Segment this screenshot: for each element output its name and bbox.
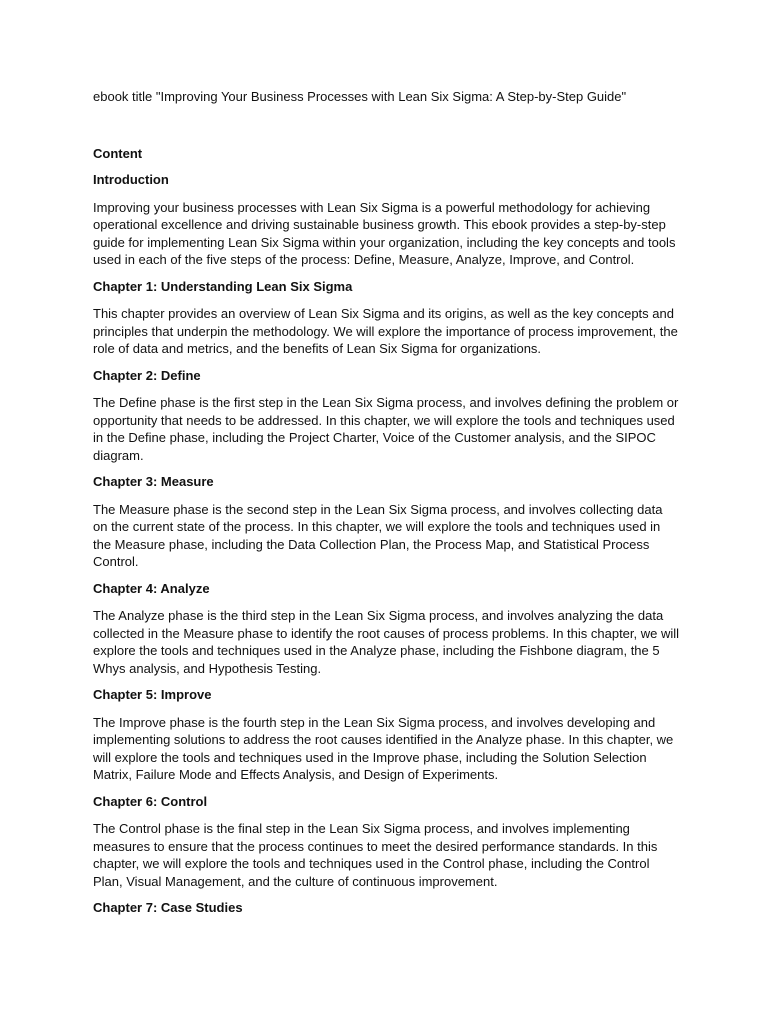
section-heading: Chapter 6: Control — [93, 793, 208, 809]
section-heading: Chapter 7: Case Studies — [93, 900, 243, 915]
section-heading: Chapter 1: Understanding Lean Six Sigma — [93, 278, 353, 294]
ebook-title-line: ebook title "Improving Your Business Processes with Lean Six Sigma: A Step-by-Step Guide" — [93, 89, 627, 104]
section-chapter-5 — [93, 686, 680, 784]
section-body: The Control phase is the final step in the Lean Six Sigma process, and involves implementing measures to ensure that the process continues to meet the desired performance standards. In this chapter, we will explore the tools and techniques used in the Control phase, including the Control Plan, Visual Management, and the culture of continuous improvement. — [93, 821, 658, 889]
section-body: The Measure phase is the second step in the Lean Six Sigma process, and involves collecting data on the current state of the process. In this chapter, we will explore the tools and techniques used in the Measure phase, including the Data Collection Plan, the Process Map, and Statistical Process Control. — [93, 501, 663, 569]
section-chapter-6 — [93, 793, 680, 891]
section-body: This chapter provides an overview of Lean Six Sigma and its origins, as well as the key concepts and principles that underpin the methodology. We will explore the importance of process improvement, the role of data and metrics, and the benefits of Lean Six Sigma for organizations. — [93, 306, 678, 356]
section-heading: Chapter 4: Analyze — [93, 580, 210, 596]
section-body: The Improve phase is the fourth step in the Lean Six Sigma process, and involves developing and implementing solutions to address the root causes identified in the Analyze phase. In this chapter, we will explore the tools and techniques used in the Improve phase, including the Solution Selection Matrix, Failure Mode and Effects Analysis, and Design of Experiments. — [93, 714, 674, 782]
section-chapter-4 — [93, 580, 680, 678]
section-heading: Chapter 5: Improve — [93, 687, 212, 702]
section-chapter-3 — [93, 473, 680, 571]
section-body: The Define phase is the first step in the Lean Six Sigma process, and involves defining the problem or opportunity that needs to be addressed. In this chapter, we will explore the tools and techniques used in the Define phase, including the Project Charter, Voice of the Customer analysis, and the SIPOC diagram. — [93, 395, 679, 463]
section-heading: Chapter 2: Define — [93, 367, 201, 383]
section-chapter-7 — [93, 899, 680, 917]
content-heading: Content — [93, 145, 143, 161]
section-chapter-2 — [93, 367, 680, 465]
section-heading: Chapter 3: Measure — [93, 474, 214, 489]
section-chapter-1 — [93, 278, 680, 358]
section-introduction — [93, 171, 680, 269]
section-body: The Analyze phase is the third step in the Lean Six Sigma process, and involves analyzing the data collected in the Measure phase to identify the root causes of process problems. In this chapter, we will explore the tools and techniques used in the Analyze phase, including the Fishbone diagram, the 5 Whys analysis, and Hypothesis Testing. — [93, 608, 680, 676]
section-body: Improving your business processes with Lean Six Sigma is a powerful methodology for achieving operational excellence and driving sustainable business growth. This ebook provides a step-by-step guide for implementing Lean Six Sigma within your organization, including the key concepts and tools used in each of the five steps of the process: Define, Measure, Analyze, Improve, and Control. — [93, 199, 676, 267]
section-heading: Introduction — [93, 172, 169, 187]
